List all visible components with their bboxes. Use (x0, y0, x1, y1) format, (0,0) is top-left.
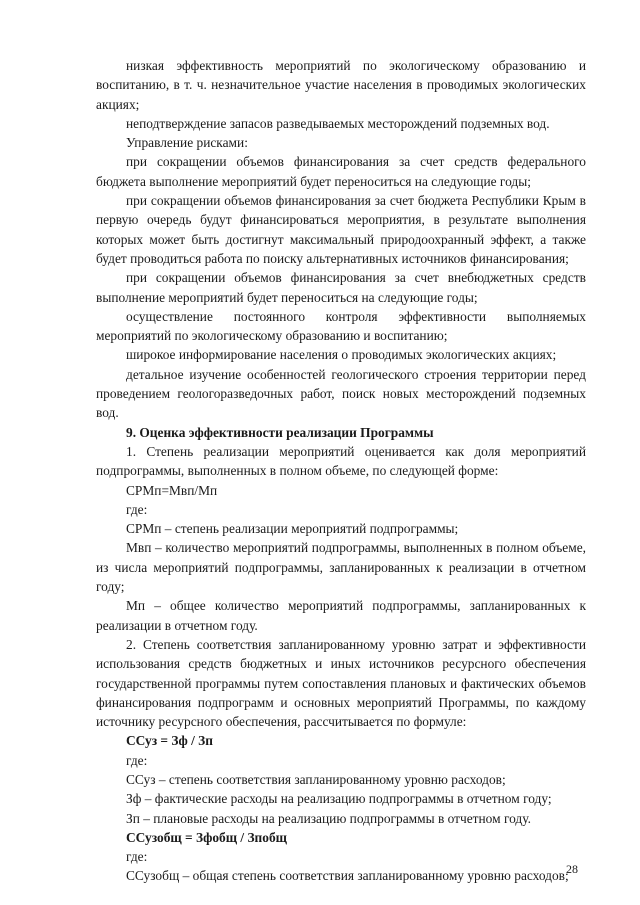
risk-management-label: Управление рисками: (126, 135, 248, 151)
section-heading: 9. Оценка эффективности реализации Программы (126, 424, 434, 440)
risk-extrabudget-cut: при сокращении объемов финансирования за счет внебюджетных средств выполнение мероприятий будет переноситься на следующие годы; (96, 270, 586, 305)
risk-control-measures: осуществление постоянного контроля эффективности выполняемых мероприятий по экологическому образованию и воспитанию; (96, 308, 586, 344)
def-ssuz-total: ССузобщ – общая степень соответствия запланированному уровню расходов; (126, 868, 569, 884)
risk-unconfirmed-reserves: неподтверждение запасов разведываемых месторождений подземных вод. (126, 115, 550, 131)
item-2-description: 2. Степень соответствия запланированному уровню затрат и эффективности использования средств бюджетных и иных источников ресурсного обеспечения государственной программы путем сопоставления плановых и фактических объемов финансирования подпрограмм и основных мероприятий Программы, по каждому источнику ресурсного обеспечения, рассчитывается по формуле: (96, 636, 586, 730)
def-zp: Зп – плановые расходы на реализацию подпрограммы в отчетном году. (126, 810, 531, 826)
formula-srm: СРМп=Мвп/Мп (126, 482, 218, 498)
formula-ssuz: ССуз = Зф / Зп (126, 733, 213, 749)
risk-geology-study: детальное изучение особенностей геологического строения территории перед проведением геологоразведочных работ, поиск новых месторождений подземных вод. (96, 366, 586, 421)
def-zf: Зф – фактические расходы на реализацию подпрограммы в отчетном году; (126, 791, 552, 807)
item-1-description: 1. Степень реализации мероприятий оценивается как доля мероприятий подпрограммы, выполненных в полном объеме, по следующей форме: (96, 443, 586, 479)
risk-federal-budget-cut: при сокращении объемов финансирования за счет средств федерального бюджета выполнение мероприятий будет переноситься на следующие годы; (96, 154, 586, 189)
def-ssuz: ССуз – степень соответствия запланированному уровню расходов; (126, 771, 506, 787)
risk-republic-budget-cut: при сокращении объемов финансирования за счет бюджета Республики Крым в первую очередь будут финансироваться мероприятия, в результате выполнения которых может быть достигнут максимальный природоохранный эффект, а также будет проводиться работа по поиску альтернативных источников финансирования; (96, 193, 586, 266)
formula-ssuz-total: ССузобщ = Зфобщ / Зпобщ (126, 829, 287, 845)
risk-public-information: широкое информирование населения о проводимых экологических акциях; (126, 347, 557, 363)
def-srm: СРМп – степень реализации мероприятий подпрограммы; (126, 521, 459, 537)
where-label-3: где: (126, 849, 148, 865)
document-page (96, 56, 586, 886)
def-mv: Мвп – количество мероприятий подпрограммы, выполненных в полном объеме, из числа мероприятий подпрограммы, запланированных к реализации в отчетном году; (96, 540, 586, 595)
def-m: Мп – общее количество мероприятий подпрограммы, запланированных к реализации в отчетном году. (96, 598, 586, 633)
where-label-2: где: (126, 752, 148, 768)
risk-low-eco-education: низкая эффективность мероприятий по экологическому образованию и воспитанию, в т. ч. незначительное участие населения в проводимых экологических акциях; (96, 58, 586, 112)
page-number: 28 (566, 862, 578, 876)
where-label-1: где: (126, 501, 148, 517)
